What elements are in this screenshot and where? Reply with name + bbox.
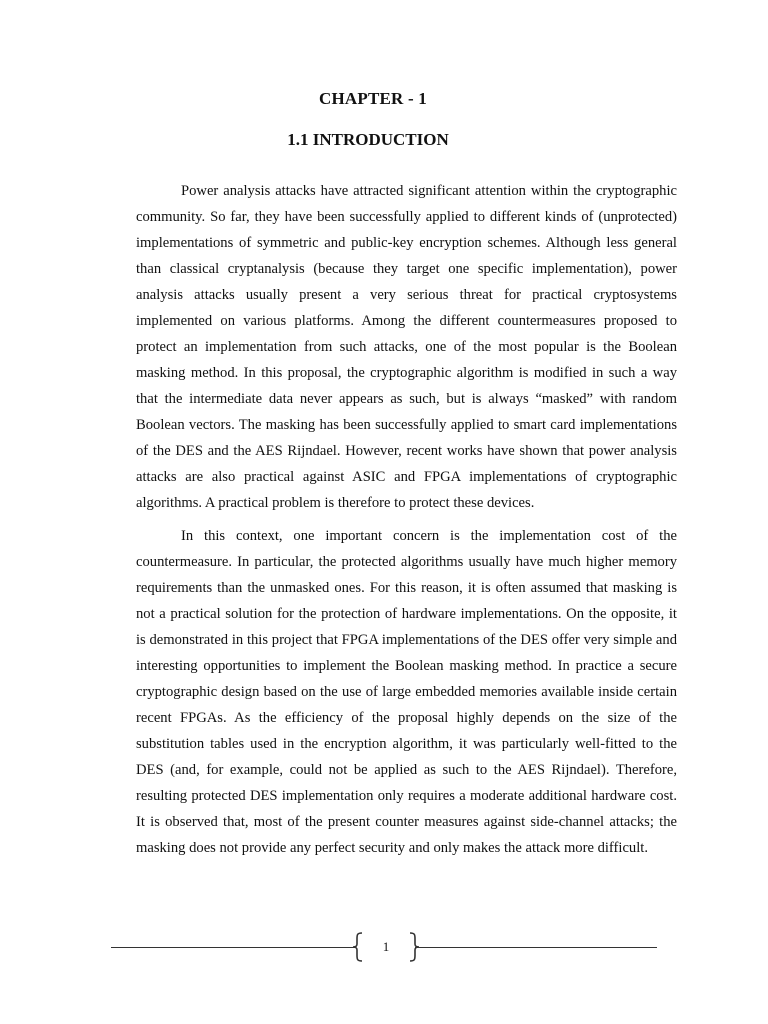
- page-footer: [111, 930, 657, 970]
- paragraph-1: Power analysis attacks have attracted significant attention within the cryptographic community. So far, they have been successfully applied to different kinds of (unprotected) implementations of symmetric and public-key encryption schemes. Although less general than classical cryptanalysis (because they target one specific implementation), power analysis attacks usually present a very serious threat for practical cryptosystems implemented on various platforms. Among the different countermeasures proposed to protect an implementation from such attacks, one of the most popular is the Boolean masking method. In this proposal, the cryptographic algorithm is modified in such a way that the intermediate data never appears as such, but is always “masked” with random Boolean vectors. The masking has been successfully applied to smart card implementations of the DES and the AES Rijndael. However, recent works have shown that power analysis attacks are also practical against ASIC and FPGA implementations of cryptographic algorithms. A practical problem is therefore to protect these devices.: [136, 183, 677, 511]
- section-title: 1.1 INTRODUCTION: [287, 130, 449, 149]
- left-brace-icon: [351, 932, 365, 962]
- page-number: 1: [382, 939, 390, 954]
- footer-rule-right: [415, 947, 657, 948]
- paragraph-2: In this context, one important concern is the implementation cost of the countermeasure. In particular, the protected algorithms usually have much higher memory requirements than the unmasked ones. For this reason, it is often assumed that masking is not a practical solution for the protection of hardware implementations. On the opposite, it is demonstrated in this project that FPGA implementations of the DES offer very simple and interesting opportunities to implement the Boolean masking method. In practice a secure cryptographic design based on the use of large embedded memories available inside certain recent FPGAs. As the efficiency of the proposal highly depends on the size of the substitution tables used in the encryption algorithm, it was particularly well-fitted to the DES (and, for example, could not be applied as such to the AES Rijndael). Therefore, resulting protected DES implementation only requires a moderate additional hardware cost. It is observed that, most of the present counter measures against side-channel attacks; the masking does not provide any perfect security and only makes the attack more difficult.: [136, 528, 677, 856]
- footer-rule-left: [111, 947, 355, 948]
- body-text: [136, 178, 677, 861]
- chapter-title: CHAPTER - 1: [319, 89, 427, 108]
